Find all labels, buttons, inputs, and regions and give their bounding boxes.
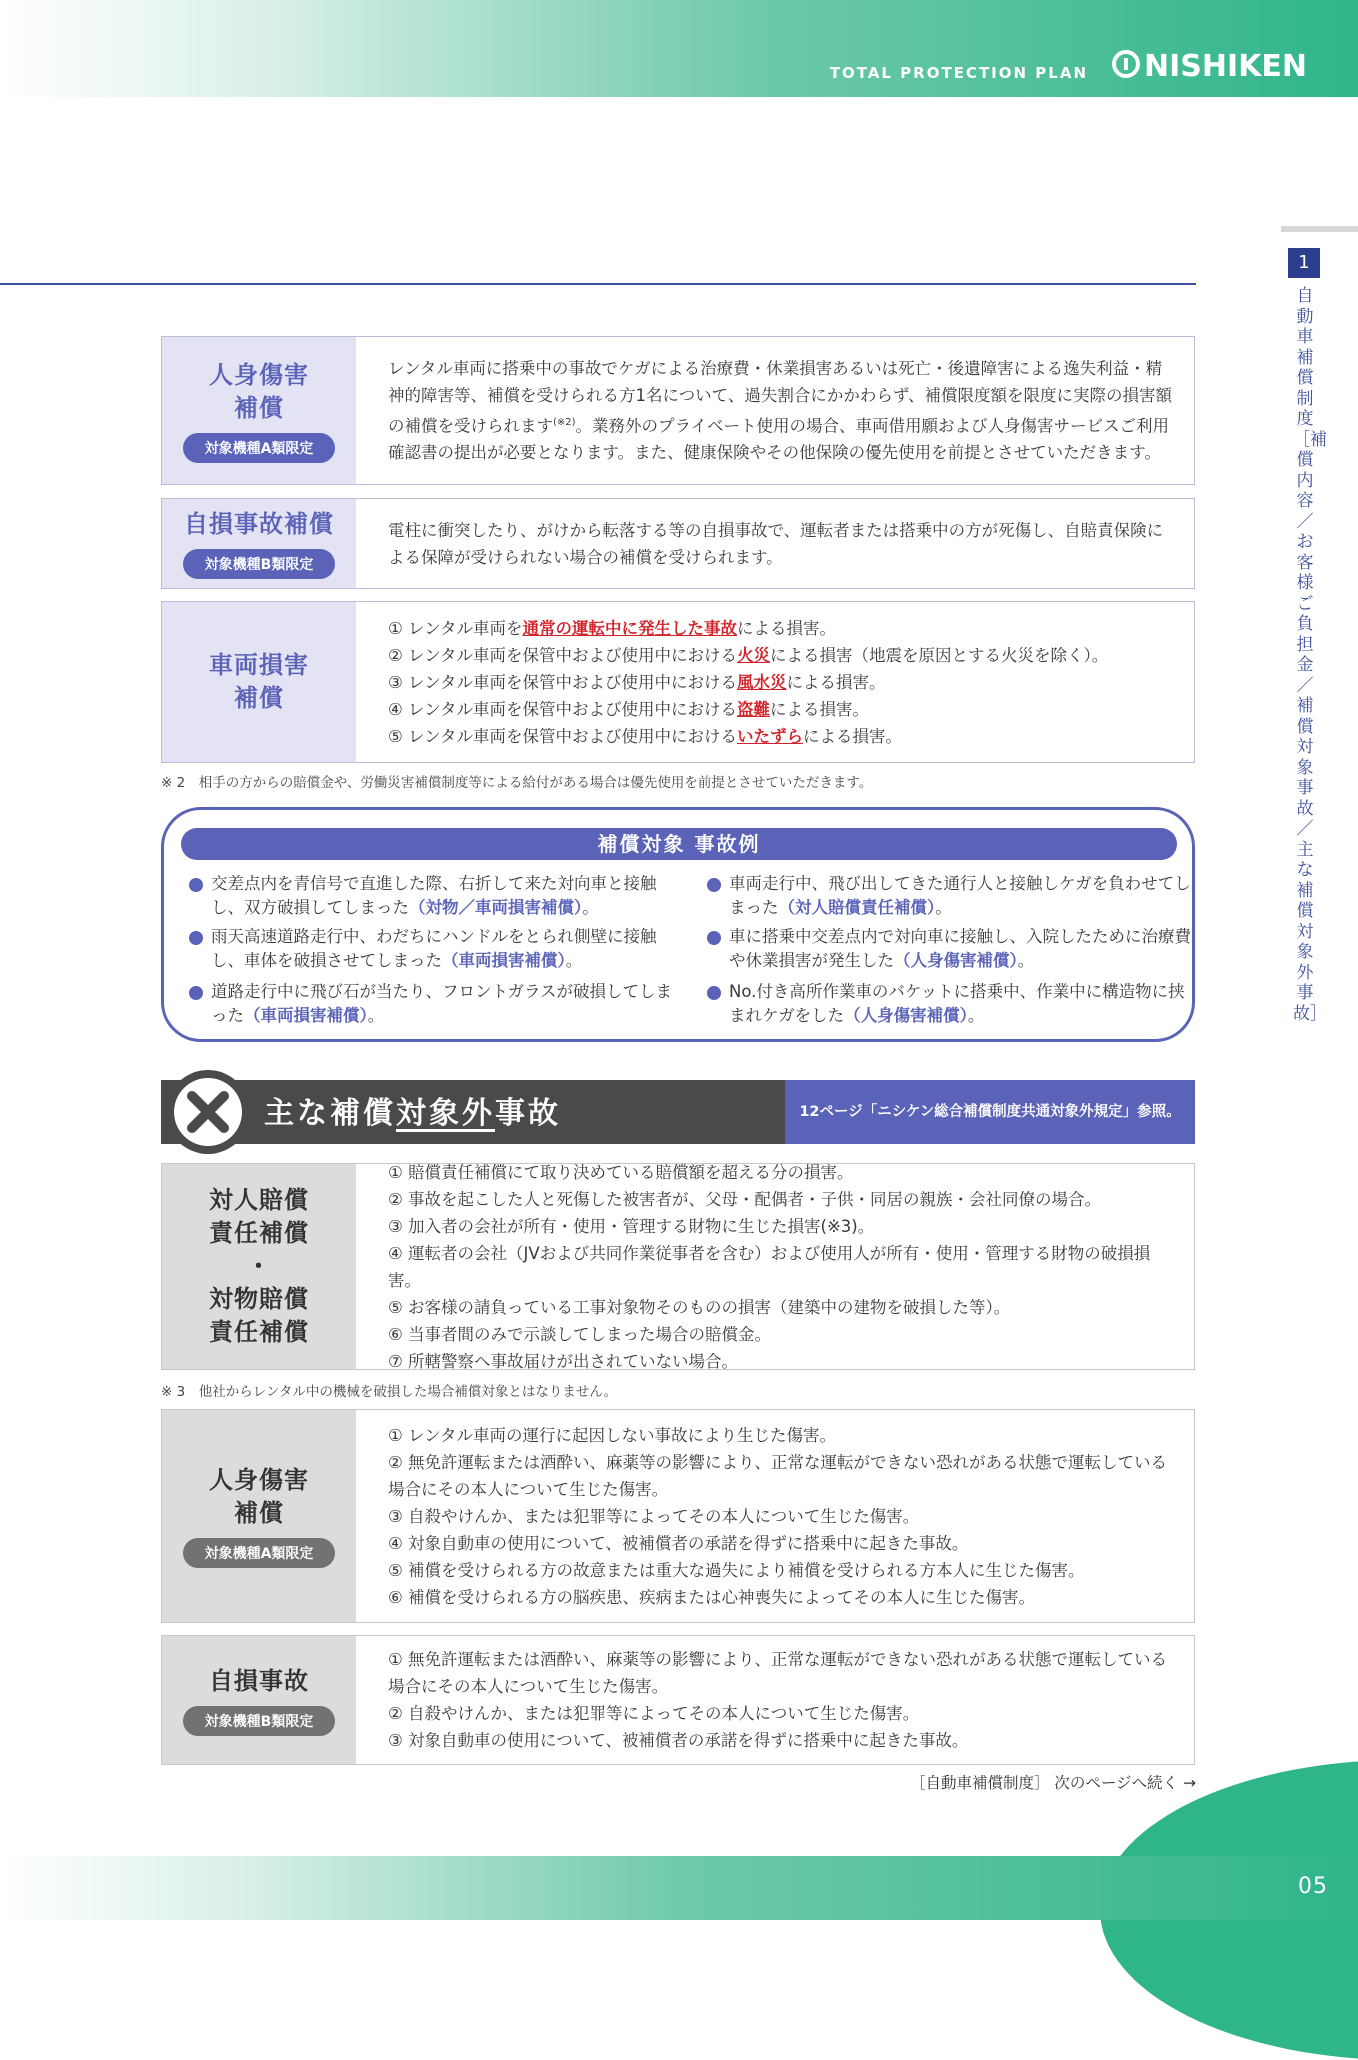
coverage-row-personal-injury: [161, 336, 1195, 485]
row-title: 自損事故: [209, 1666, 309, 1695]
page-number: 05: [1298, 1874, 1328, 1899]
example-item: 交差点内を青信号で直進した際、右折して来た対向車と接触し、双方破損してしまった（対物／車両損害補償）。: [189, 872, 681, 920]
example-item: 車に搭乗中交差点内で対向車に接触し、入院したために治療費や休業損害が発生した（人身傷害補償）。: [707, 925, 1199, 973]
category-pill: 対象機種A類限定: [183, 433, 336, 463]
side-tab-line: [1281, 226, 1358, 232]
cross-mark-icon: [174, 1078, 242, 1146]
continue-next-page: ［自動車補償制度］ 次のページへ続く →: [909, 1774, 1196, 1792]
list-item: ③ レンタル車両を保管中および使用中における風水災による損害。: [388, 672, 886, 692]
row-title: 人身傷害 補償: [209, 360, 309, 422]
row-description: レンタル車両に搭乗中の事故でケガによる治療費・休業損害あるいは死亡・後遺障害による逸失利益・精神的障害等、補償を受けられる方1名について、過失割合にかかわらず、補償限度額を限度に実際の損害額の補償を受けられます$^{(※2)}$。業務外のプライベート使用の場合、車両借用願および人身傷害サービスご利用確認書の提出が必要となります。また、健康保険やその他保険の優先使用を前提とさせていただきます。: [388, 358, 1173, 463]
row-label: [162, 1636, 356, 1764]
row-list: [388, 602, 1174, 762]
list-item: ① レンタル車両を通常の運転中に発生した事故による損害。: [388, 618, 836, 638]
list-item: ⑤ 補償を受けられる方の故意または重大な過失により補償を受けられる方本人に生じた傷害。: [388, 1560, 1085, 1580]
example-item: No.付き高所作業車のバケットに搭乗中、作業中に構造物に挟まれケガをした（人身傷害補償）。: [707, 980, 1199, 1028]
list-item: ① 無免許運転または酒酔い、麻薬等の影響により、正常な運転ができない恐れがある状態で運転している場合にその本人について生じた傷害。: [388, 1650, 1168, 1696]
row-title: 対人賠償 責任補償 ・ 対物賠償 責任補償: [209, 1186, 309, 1346]
list-item: ① 賠償責任補償にて取り決めている賠償額を超える分の損害。: [388, 1162, 854, 1182]
row-list: [388, 1164, 1174, 1369]
example-item: 道路走行中に飛び石が当たり、フロントガラスが破損してしまった（車両損害補償）。: [189, 980, 681, 1028]
coverage-row-self-accident: [161, 498, 1195, 589]
excluded-row-self-accident: [161, 1635, 1195, 1765]
examples-title: 補償対象 事故例: [181, 828, 1177, 860]
coverage-row-vehicle-damage: [161, 601, 1195, 763]
row-list: [388, 1636, 1174, 1764]
excluded-row-liability: [161, 1163, 1195, 1370]
nishiken-logo-icon: [1112, 50, 1140, 78]
list-item: ⑤ レンタル車両を保管中および使用中におけるいたずらによる損害。: [388, 726, 902, 746]
row-label: [162, 1410, 356, 1622]
footnote-3: ※ 3 他社からレンタル中の機械を破損した場合補償対象とはなりません。: [161, 1384, 618, 1400]
list-item: ⑦ 所轄警察へ事故届けが出されていない場合。: [388, 1351, 739, 1371]
example-item: 車両走行中、飛び出してきた通行人と接触しケガを負わせてしまった（対人賠償責任補償）。: [707, 872, 1199, 920]
company-logo: NISHIKEN: [1144, 49, 1307, 84]
row-title: 自損事故補償: [184, 510, 334, 538]
list-item: ③ 加入者の会社が所有・使用・管理する財物に生じた損害(※3)。: [388, 1216, 875, 1236]
cross-icon-circle: [174, 1078, 242, 1146]
row-label: [162, 1164, 356, 1369]
chapter-tab-text: 自動車補償制度［補償内容／お客様ご負担金／補償対象事故／主な補償対象外事故］: [1293, 286, 1327, 1024]
list-item: ⑥ 当事者間のみで示談してしまった場合の賠償金。: [388, 1324, 772, 1344]
excluded-title: 主な補償対象外事故: [264, 1096, 561, 1131]
list-item: ② 事故を起こした人と死傷した被害者が、父母・配偶者・子供・同居の親族・会社同僚の場合。: [388, 1189, 1102, 1209]
list-item: ② レンタル車両を保管中および使用中における火災による損害（地震を原因とする火災を除く）。: [388, 645, 1109, 665]
row-label: [162, 499, 356, 588]
excluded-reference: 12ページ「ニシケン総合補償制度共通対象外規定」参照。: [785, 1080, 1195, 1144]
row-label: [162, 337, 356, 484]
category-pill: 対象機種A類限定: [183, 1538, 336, 1568]
list-item: ④ レンタル車両を保管中および使用中における盗難による損害。: [388, 699, 869, 719]
row-title: 人身傷害 補償: [209, 1466, 309, 1527]
list-item: ② 無免許運転または酒酔い、麻薬等の影響により、正常な運転ができない恐れがある状態で運転している場合にその本人について生じた傷害。: [388, 1452, 1168, 1499]
list-item: ③ 自殺やけんか、または犯罪等によってその本人について生じた傷害。: [388, 1506, 920, 1526]
list-item: ⑤ お客様の請負っている工事対象物そのものの損害（建築中の建物を破損した等）。: [388, 1297, 1011, 1317]
list-item: ③ 対象自動車の使用について、被補償者の承諾を得ずに搭乗中に起きた事故。: [388, 1731, 969, 1750]
list-item: ④ 運転者の会社（JVおよび共同作業従事者を含む）および使用人が所有・使用・管理する財物の破損損害。: [388, 1243, 1151, 1290]
example-item: 雨天高速道路走行中、わだちにハンドルをとられ側壁に接触し、車体を破損させてしまった（車両損害補償）。: [189, 925, 681, 973]
list-item: ② 自殺やけんか、または犯罪等によってその本人について生じた傷害。: [388, 1704, 920, 1723]
category-pill: 対象機種B類限定: [183, 1706, 336, 1736]
footnote-2: ※ 2 相手の方からの賠償金や、労働災害補償制度等による給付がある場合は優先使用を前提とさせていただきます。: [161, 775, 873, 791]
row-label: [162, 602, 356, 762]
category-pill: 対象機種B類限定: [183, 549, 336, 579]
list-item: ① レンタル車両の運行に起因しない事故により生じた傷害。: [388, 1425, 836, 1445]
section-divider: [0, 283, 1196, 285]
row-title: 車両損害 補償: [209, 651, 309, 712]
header-tagline: TOTAL PROTECTION PLAN: [829, 64, 1088, 82]
row-description: 電柱に衝突したり、がけから転落する等の自損事故で、運転者または搭乗中の方が死傷し、自賠責保険による保障が受けられない場合の補償を受けられます。: [388, 520, 1164, 567]
footer-band: [0, 1856, 1358, 1920]
row-list: [388, 1410, 1174, 1622]
list-item: ⑥ 補償を受けられる方の脳疾患、疾病または心神喪失によってその本人に生じた傷害。: [388, 1587, 1036, 1607]
excluded-row-personal-injury: [161, 1409, 1195, 1623]
list-item: ④ 対象自動車の使用について、被補償者の承諾を得ずに搭乗中に起きた事故。: [388, 1533, 969, 1553]
chapter-number: 1: [1288, 248, 1320, 278]
